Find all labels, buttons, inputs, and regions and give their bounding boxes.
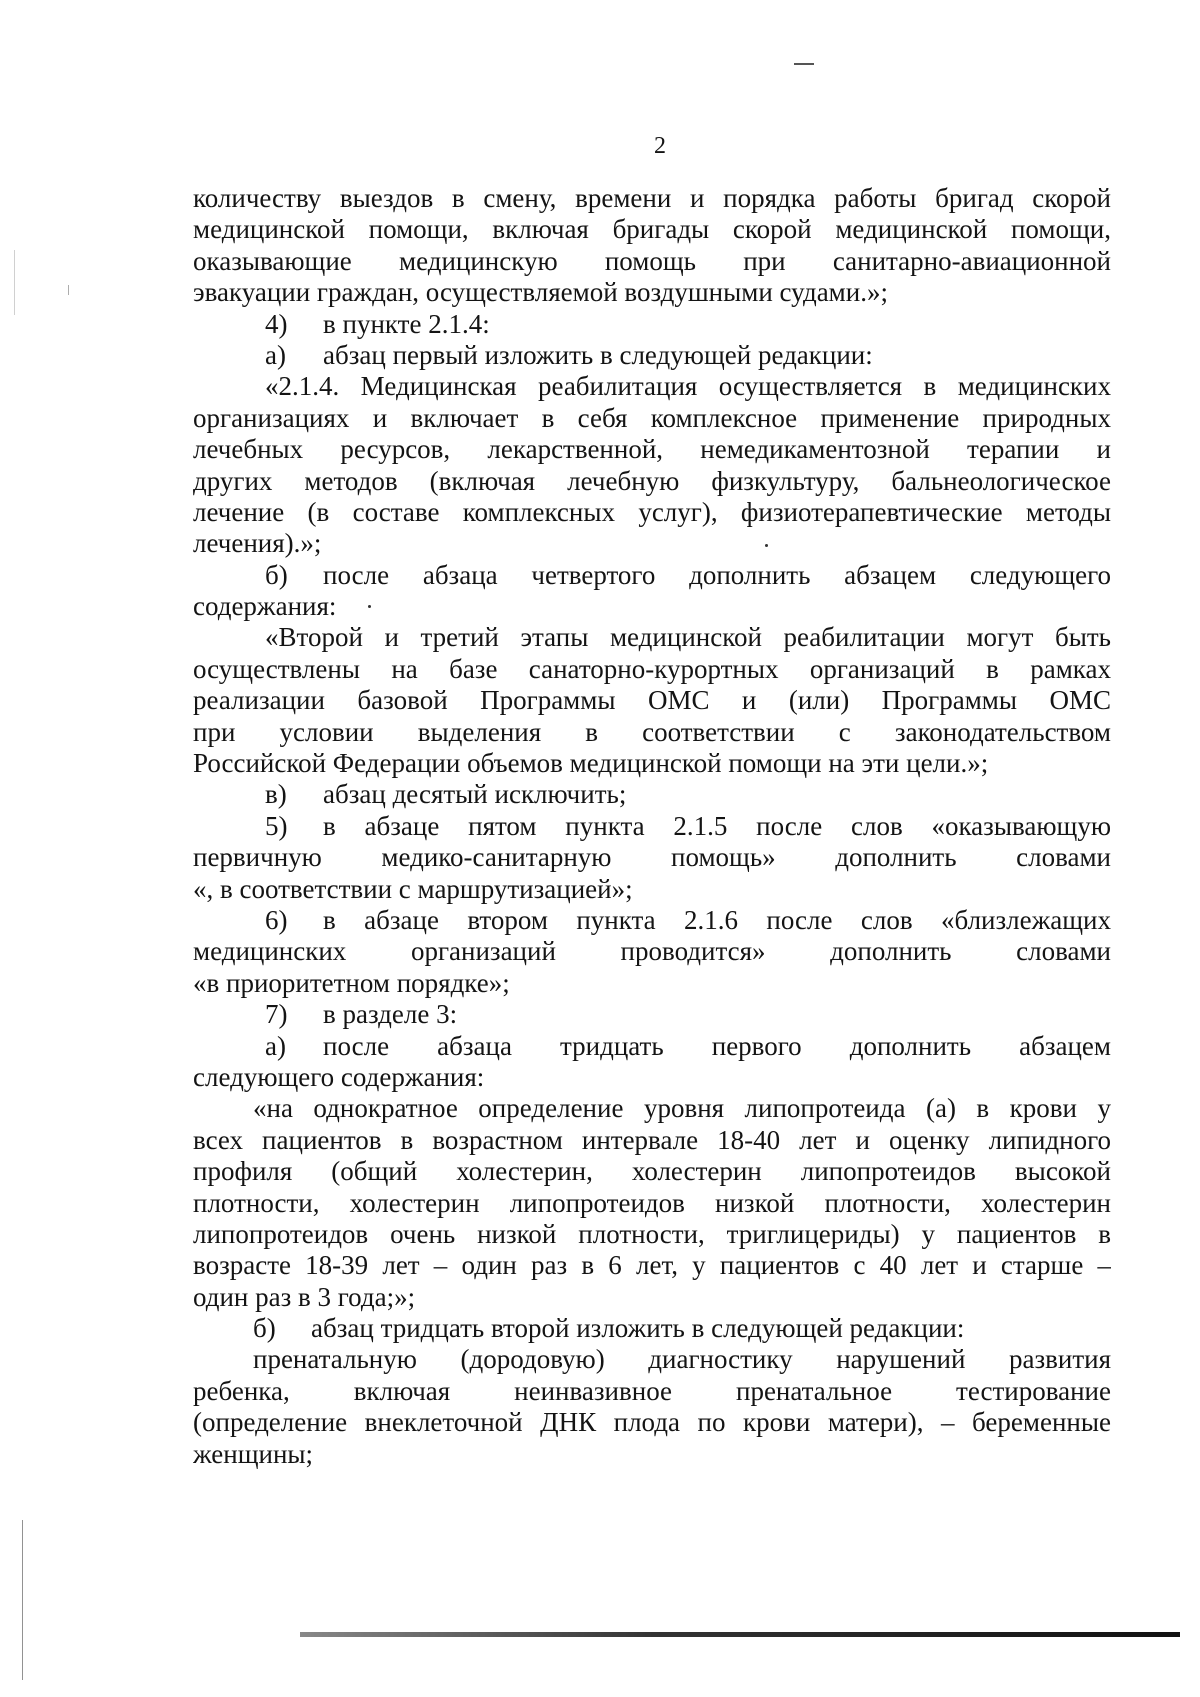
list-item-text: после абзаца тридцать первого дополнить абзацем [323, 1030, 1111, 1061]
list-marker: в) [265, 779, 287, 810]
text-line: медицинских организаций проводится» дополнить словами [193, 936, 1111, 967]
scan-margin-mark [14, 250, 15, 315]
bottom-rule [300, 1632, 1180, 1637]
text-line: пренатальную (дородовую) диагностику нарушений развития [253, 1344, 1111, 1375]
list-marker: 7) [265, 999, 288, 1030]
list-item-line [193, 560, 1111, 591]
text-line: «, в соответствии с маршрутизацией»; [193, 873, 633, 904]
list-marker: б) [253, 1313, 276, 1344]
document-body [193, 183, 1111, 1470]
text-line: организациях и включает в себя комплексное применение природных [193, 402, 1111, 433]
list-item-text: в абзаце пятом пункта 2.1.5 после слов «оказывающую [323, 810, 1111, 841]
text-line: «на однократное определение уровня липопротеида (а) в крови у [253, 1093, 1111, 1124]
list-item-line [193, 309, 1111, 340]
text-line: плотности, холестерин липопротеидов низкой плотности, холестерин [193, 1187, 1111, 1218]
list-marker: 4) [265, 308, 288, 339]
text-line: осуществлены на базе санаторно-курортных организаций в рамках [193, 653, 1111, 684]
text-line: Российской Федерации объемов медицинской помощи на эти цели.»; [193, 748, 989, 779]
text-line: количеству выездов в смену, времени и порядка работы бригад скорой [193, 183, 1111, 213]
text-line: ребенка, включая неинвазивное пренатальное тестирование [193, 1375, 1111, 1406]
text-line: возрасте 18-39 лет – один раз в 6 лет, у пациентов с 40 лет и старше – [193, 1250, 1111, 1281]
list-item-text: абзац тридцать второй изложить в следующей редакции: [311, 1313, 965, 1344]
text-line: реализации базовой Программы ОМС и (или) Программы ОМС [193, 685, 1111, 716]
list-marker: а) [265, 339, 286, 370]
list-item-line [193, 811, 1111, 842]
list-item-text: абзац первый изложить в следующей редакции: [323, 339, 873, 370]
text-line: профиля (общий холестерин, холестерин липопротеидов высокой [193, 1156, 1111, 1187]
list-item-text: после абзаца четвертого дополнить абзацем следующего [323, 559, 1111, 590]
list-item-line [193, 1313, 1111, 1344]
list-marker: 6) [265, 904, 288, 935]
top-dash-mark [794, 63, 814, 65]
list-item-line [193, 905, 1111, 936]
text-line: лечение (в составе комплексных услуг), физиотерапевтические методы [193, 496, 1111, 527]
page-number: 2 [654, 133, 666, 159]
text-line: «Второй и третий этапы медицинской реабилитации могут быть [265, 622, 1111, 653]
list-item-text: абзац десятый исключить; [323, 779, 627, 810]
text-line: всех пациентов в возрастном интервале 18-40 лет и оценку липидного [193, 1124, 1111, 1155]
text-line: (определение внеклеточной ДНК плода по крови матери), – беременные [193, 1407, 1111, 1438]
text-line: женщины; [193, 1438, 314, 1469]
text-line: «2.1.4. Медицинская реабилитация осуществляется в медицинских [265, 371, 1111, 402]
list-item-line [193, 779, 1111, 810]
text-line: один раз в 3 года;»; [193, 1281, 416, 1312]
list-item-text: в пункте 2.1.4: [323, 308, 490, 339]
list-marker: 5) [265, 810, 288, 841]
list-item-line [193, 340, 1111, 371]
text-line: липопротеидов очень низкой плотности, триглицериды) у пациентов в [193, 1218, 1111, 1249]
list-item-text: в разделе 3: [323, 999, 458, 1030]
scan-margin-mark [68, 285, 69, 295]
list-item-line [193, 1031, 1111, 1062]
list-marker: а) [265, 1030, 286, 1061]
text-line: содержания: [193, 591, 337, 622]
text-line: следующего содержания: [193, 1061, 485, 1092]
text-line: лечебных ресурсов, лекарственной, немедикаментозной терапии и [193, 434, 1111, 465]
text-line: лечения).»; [193, 528, 322, 559]
text-line: «в приоритетном порядке»; [193, 967, 510, 998]
list-item-text: в абзаце втором пункта 2.1.6 после слов «близлежащих [323, 904, 1111, 935]
text-line: эвакуации граждан, осуществляемой воздушными судами.»; [193, 277, 888, 308]
text-line: оказывающие медицинскую помощь при санитарно-авиационной [193, 245, 1111, 276]
text-line: медицинской помощи, включая бригады скорой медицинской помощи, [193, 214, 1111, 245]
text-line: первичную медико-санитарную помощь» дополнить словами [193, 842, 1111, 873]
text-line: при условии выделения в соответствии с законодательством [193, 716, 1111, 747]
scan-margin-mark [22, 1520, 23, 1680]
list-marker: б) [265, 559, 288, 590]
list-item-line [193, 999, 1111, 1030]
text-line: других методов (включая лечебную физкультуру, бальнеологическое [193, 465, 1111, 496]
